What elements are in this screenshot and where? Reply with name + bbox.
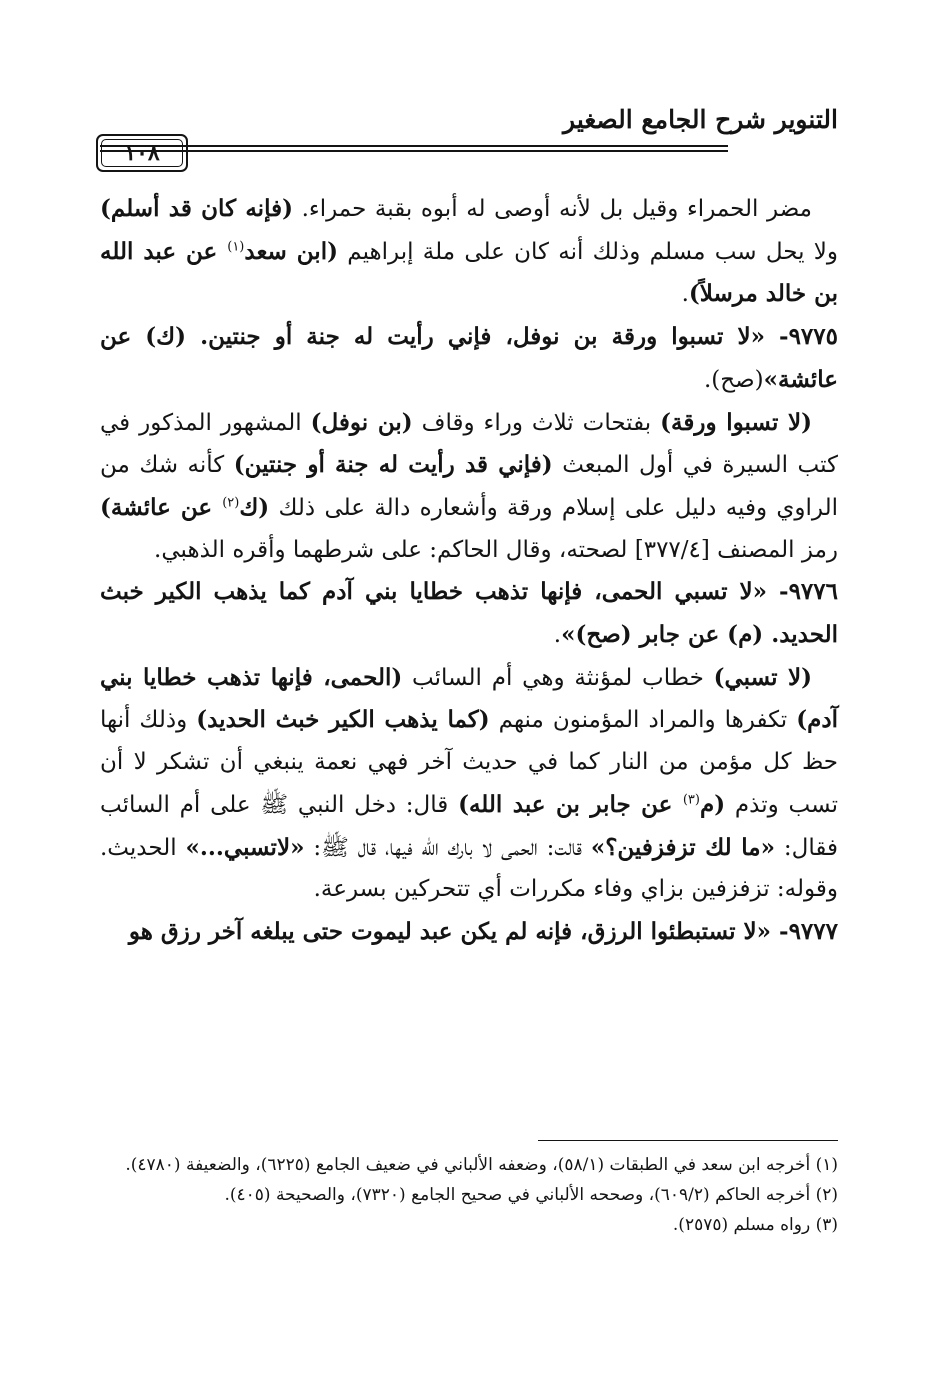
text-run-bold: (م bbox=[699, 790, 726, 818]
hadith-9777 bbox=[100, 911, 838, 954]
text-run-bold: «لاتسبي...» bbox=[185, 833, 305, 861]
text-run: ولا يحل سب مسلم وذلك أنه كان على ملة إبراهيم bbox=[337, 238, 838, 265]
footnote-1: (١) أخرجه ابن سعد في الطبقات (٥٨/١)، وضعفه الألباني في ضعيف الجامع (٦٢٢٥)، والضعيفة (٤٧٨٠). bbox=[125, 1155, 838, 1175]
text-run-bold: (لا تسبي) bbox=[713, 663, 813, 691]
text-run: . bbox=[553, 622, 562, 649]
hadith-9775 bbox=[100, 316, 838, 401]
text-run-bold: (ابن سعد bbox=[244, 237, 338, 265]
text-run: تكفرها والمراد المؤمنون منهم bbox=[489, 707, 797, 734]
header-rule-top bbox=[100, 145, 728, 147]
text-run: وذلك أنها حظ كل مؤمن من النار كما في حديث آخر فهي نعمة ينبغي أن تشكر لا أن تسب وتذم bbox=[100, 707, 838, 818]
text-run: (صح). bbox=[704, 366, 764, 393]
text-run-bold: (الحمى، فإنها تذهب خطايا بني آدم) bbox=[100, 663, 838, 734]
footnote-separator bbox=[538, 1140, 838, 1141]
text-run-bold: (لا تسبوا ورقة) bbox=[660, 408, 813, 436]
text-run: قال: دخل النبي ﷺ على أم السائب فقال: bbox=[100, 791, 838, 861]
text-run-bold: (بن نوفل) bbox=[310, 408, 413, 436]
text-run-bold: عن جابر بن عبد الله) bbox=[458, 790, 683, 818]
text-run-bold: «ما لك تزفزفين؟» bbox=[590, 833, 775, 861]
main-text bbox=[100, 188, 838, 954]
header-rule-bottom bbox=[100, 150, 728, 152]
page-header bbox=[100, 100, 838, 180]
running-title: التنوير شرح الجامع الصغير bbox=[563, 105, 838, 134]
text-run-bold: عن عبد الله بن خالد مرسلاً) bbox=[100, 237, 838, 308]
paragraph-commentary-9776 bbox=[100, 657, 838, 911]
text-run-bold: عن عائشة) bbox=[100, 493, 223, 521]
text-run-bold: (فإنه كان قد أسلم) bbox=[100, 195, 293, 222]
text-run: رمز المصنف [٣٧٧/٤] لصحته، وقال الحاكم: على شرطهما وأقره الذهبي. bbox=[154, 536, 838, 563]
footnote-2: (٢) أخرجه الحاكم (٦٠٩/٢)، وصححه الألباني في صحيح الجامع (٧٣٢٠)، والصحيحة (٤٠٥). bbox=[224, 1185, 838, 1205]
text-run: مضر الحمراء وقيل بل لأنه أوصى له أبوه بقبة حمراء. bbox=[292, 196, 813, 222]
text-run: كأنه شك من الراوي وفيه دليل على إسلام ورقة وأشعاره دالة على ذلك bbox=[100, 452, 838, 521]
text-run: بفتحات ثلاث وراء وقاف bbox=[412, 409, 661, 436]
footnote-marker-1: (١) bbox=[227, 239, 245, 255]
paragraph-commentary-9775 bbox=[100, 402, 838, 572]
text-run-bold: (فإني قد رأيت له جنة أو جنتين) bbox=[233, 451, 553, 479]
text-run-bold: (كما يذهب الكير خبث الحديد) bbox=[196, 706, 490, 734]
text-run: خطاب لمؤنثة وهي أم السائب bbox=[402, 664, 714, 691]
text-run: . bbox=[681, 281, 689, 308]
hadith-text: ٩٧٧٦- «لا تسبي الحمى، فإنها تذهب خطايا بني آدم كما يذهب الكير خبث الحديد. (م) عن جابر (صح)» bbox=[100, 578, 838, 649]
hadith-9776 bbox=[100, 571, 838, 656]
text-run: قالت: الحمى لا بارك الله فيها، قال ﷺ: bbox=[304, 834, 591, 861]
text-run: المشهور المذكور في كتب السيرة في أول المبعث bbox=[100, 409, 838, 479]
text-run: الحديث. وقوله: تزفزفين بزاي وفاء مكررات أي تتحركين بسرعة. bbox=[100, 834, 838, 903]
hadith-text: ٩٧٧٧- «لا تستبطئوا الرزق، فإنه لم يكن عبد ليموت حتى يبلغه آخر رزق هو bbox=[128, 917, 838, 945]
page-number: ١٠٨ bbox=[101, 139, 183, 167]
footnote-marker-3: (٣) bbox=[682, 792, 700, 808]
footnote-3: (٣) رواه مسلم (٢٥٧٥). bbox=[672, 1215, 838, 1235]
hadith-text: ٩٧٧٥- «لا تسبوا ورقة بن نوفل، فإني رأيت له جنة أو جنتين. (ك) عن عائشة» bbox=[100, 323, 838, 393]
footnotes bbox=[100, 1150, 838, 1240]
page-number-frame bbox=[96, 134, 188, 172]
text-run-bold: (ك bbox=[239, 493, 270, 521]
paragraph-commentary-9774-end bbox=[100, 188, 838, 316]
footnote-marker-2: (٢) bbox=[222, 495, 240, 511]
